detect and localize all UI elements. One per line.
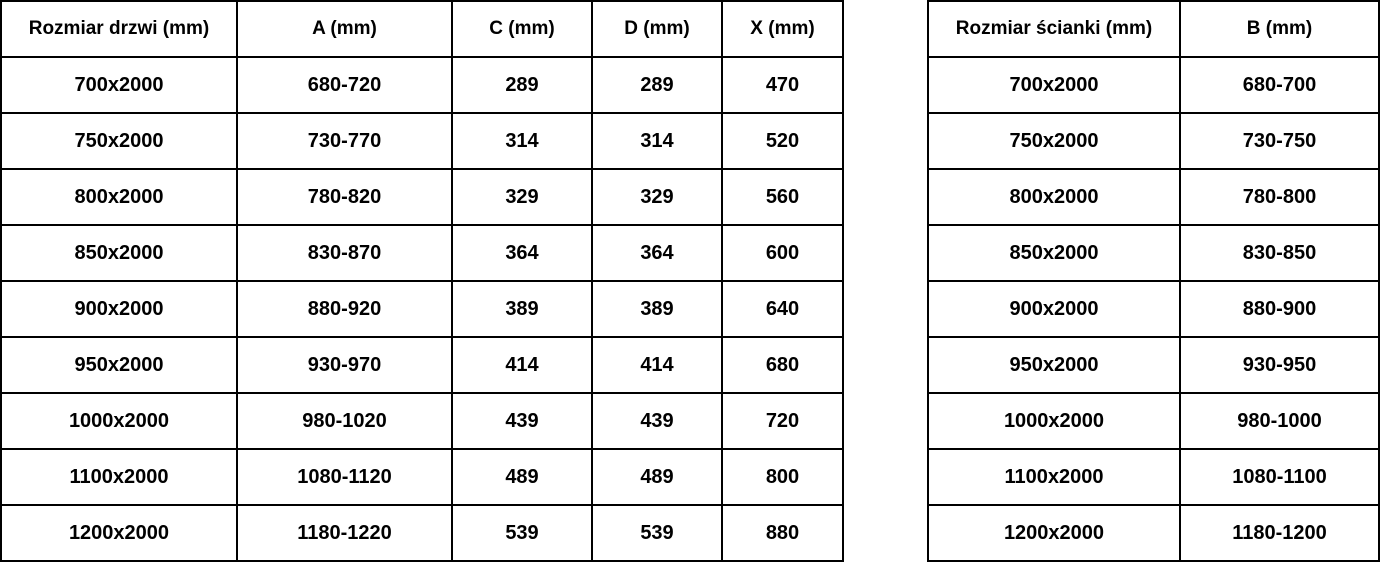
cell-b: 680-700 (1180, 57, 1379, 113)
cell-door-size: 750x2000 (1, 113, 237, 169)
column-header-a: A (mm) (237, 1, 452, 57)
cell-a: 1180-1220 (237, 505, 452, 561)
column-header-d: D (mm) (592, 1, 722, 57)
wall-sizes-table-body (928, 57, 1379, 561)
cell-x: 600 (722, 225, 843, 281)
cell-x: 470 (722, 57, 843, 113)
table-row (928, 281, 1379, 337)
column-header-x: X (mm) (722, 1, 843, 57)
cell-c: 389 (452, 281, 592, 337)
cell-b: 730-750 (1180, 113, 1379, 169)
cell-wall-size: 900x2000 (928, 281, 1180, 337)
cell-door-size: 900x2000 (1, 281, 237, 337)
cell-c: 439 (452, 393, 592, 449)
cell-d: 329 (592, 169, 722, 225)
wall-sizes-table (927, 0, 1380, 562)
table-row (1, 281, 843, 337)
cell-a: 980-1020 (237, 393, 452, 449)
cell-d: 539 (592, 505, 722, 561)
cell-c: 364 (452, 225, 592, 281)
cell-a: 830-870 (237, 225, 452, 281)
cell-a: 680-720 (237, 57, 452, 113)
cell-wall-size: 850x2000 (928, 225, 1180, 281)
cell-door-size: 700x2000 (1, 57, 237, 113)
cell-wall-size: 1200x2000 (928, 505, 1180, 561)
table-header-row (928, 1, 1379, 57)
cell-door-size: 1000x2000 (1, 393, 237, 449)
table-row (1, 225, 843, 281)
cell-x: 640 (722, 281, 843, 337)
cell-c: 329 (452, 169, 592, 225)
table-row (928, 337, 1379, 393)
cell-door-size: 950x2000 (1, 337, 237, 393)
cell-c: 489 (452, 449, 592, 505)
cell-door-size: 850x2000 (1, 225, 237, 281)
column-header-b: B (mm) (1180, 1, 1379, 57)
cell-b: 830-850 (1180, 225, 1379, 281)
cell-d: 314 (592, 113, 722, 169)
cell-b: 1180-1200 (1180, 505, 1379, 561)
cell-b: 780-800 (1180, 169, 1379, 225)
cell-a: 780-820 (237, 169, 452, 225)
wall-sizes-table-header (928, 1, 1379, 57)
door-sizes-table-header (1, 1, 843, 57)
cell-door-size: 1100x2000 (1, 449, 237, 505)
table-row (1, 169, 843, 225)
table-row (928, 225, 1379, 281)
table-row (1, 57, 843, 113)
cell-wall-size: 700x2000 (928, 57, 1180, 113)
column-header-wall-size: Rozmiar ścianki (mm) (928, 1, 1180, 57)
cell-d: 389 (592, 281, 722, 337)
cell-a: 930-970 (237, 337, 452, 393)
cell-x: 560 (722, 169, 843, 225)
cell-wall-size: 750x2000 (928, 113, 1180, 169)
cell-a: 1080-1120 (237, 449, 452, 505)
table-row (928, 169, 1379, 225)
table-row (1, 449, 843, 505)
cell-x: 520 (722, 113, 843, 169)
cell-b: 880-900 (1180, 281, 1379, 337)
cell-wall-size: 950x2000 (928, 337, 1180, 393)
cell-door-size: 1200x2000 (1, 505, 237, 561)
cell-d: 414 (592, 337, 722, 393)
table-header-row (1, 1, 843, 57)
cell-door-size: 800x2000 (1, 169, 237, 225)
door-sizes-table-body (1, 57, 843, 561)
table-row (1, 337, 843, 393)
table-row (928, 393, 1379, 449)
cell-a: 880-920 (237, 281, 452, 337)
table-row (928, 505, 1379, 561)
cell-x: 720 (722, 393, 843, 449)
cell-x: 680 (722, 337, 843, 393)
cell-a: 730-770 (237, 113, 452, 169)
table-row (1, 113, 843, 169)
cell-x: 880 (722, 505, 843, 561)
wall-sizes-table-block (927, 0, 1378, 562)
cell-x: 800 (722, 449, 843, 505)
table-row (928, 113, 1379, 169)
cell-d: 289 (592, 57, 722, 113)
table-gap (842, 0, 927, 1)
cell-c: 289 (452, 57, 592, 113)
cell-b: 980-1000 (1180, 393, 1379, 449)
cell-c: 539 (452, 505, 592, 561)
cell-c: 414 (452, 337, 592, 393)
column-header-c: C (mm) (452, 1, 592, 57)
cell-wall-size: 800x2000 (928, 169, 1180, 225)
cell-d: 439 (592, 393, 722, 449)
cell-wall-size: 1000x2000 (928, 393, 1180, 449)
cell-c: 314 (452, 113, 592, 169)
table-row (928, 449, 1379, 505)
cell-d: 489 (592, 449, 722, 505)
cell-b: 1080-1100 (1180, 449, 1379, 505)
table-row (928, 57, 1379, 113)
column-header-door-size: Rozmiar drzwi (mm) (1, 1, 237, 57)
cell-wall-size: 1100x2000 (928, 449, 1180, 505)
cell-b: 930-950 (1180, 337, 1379, 393)
table-row (1, 393, 843, 449)
cell-d: 364 (592, 225, 722, 281)
table-row (1, 505, 843, 561)
